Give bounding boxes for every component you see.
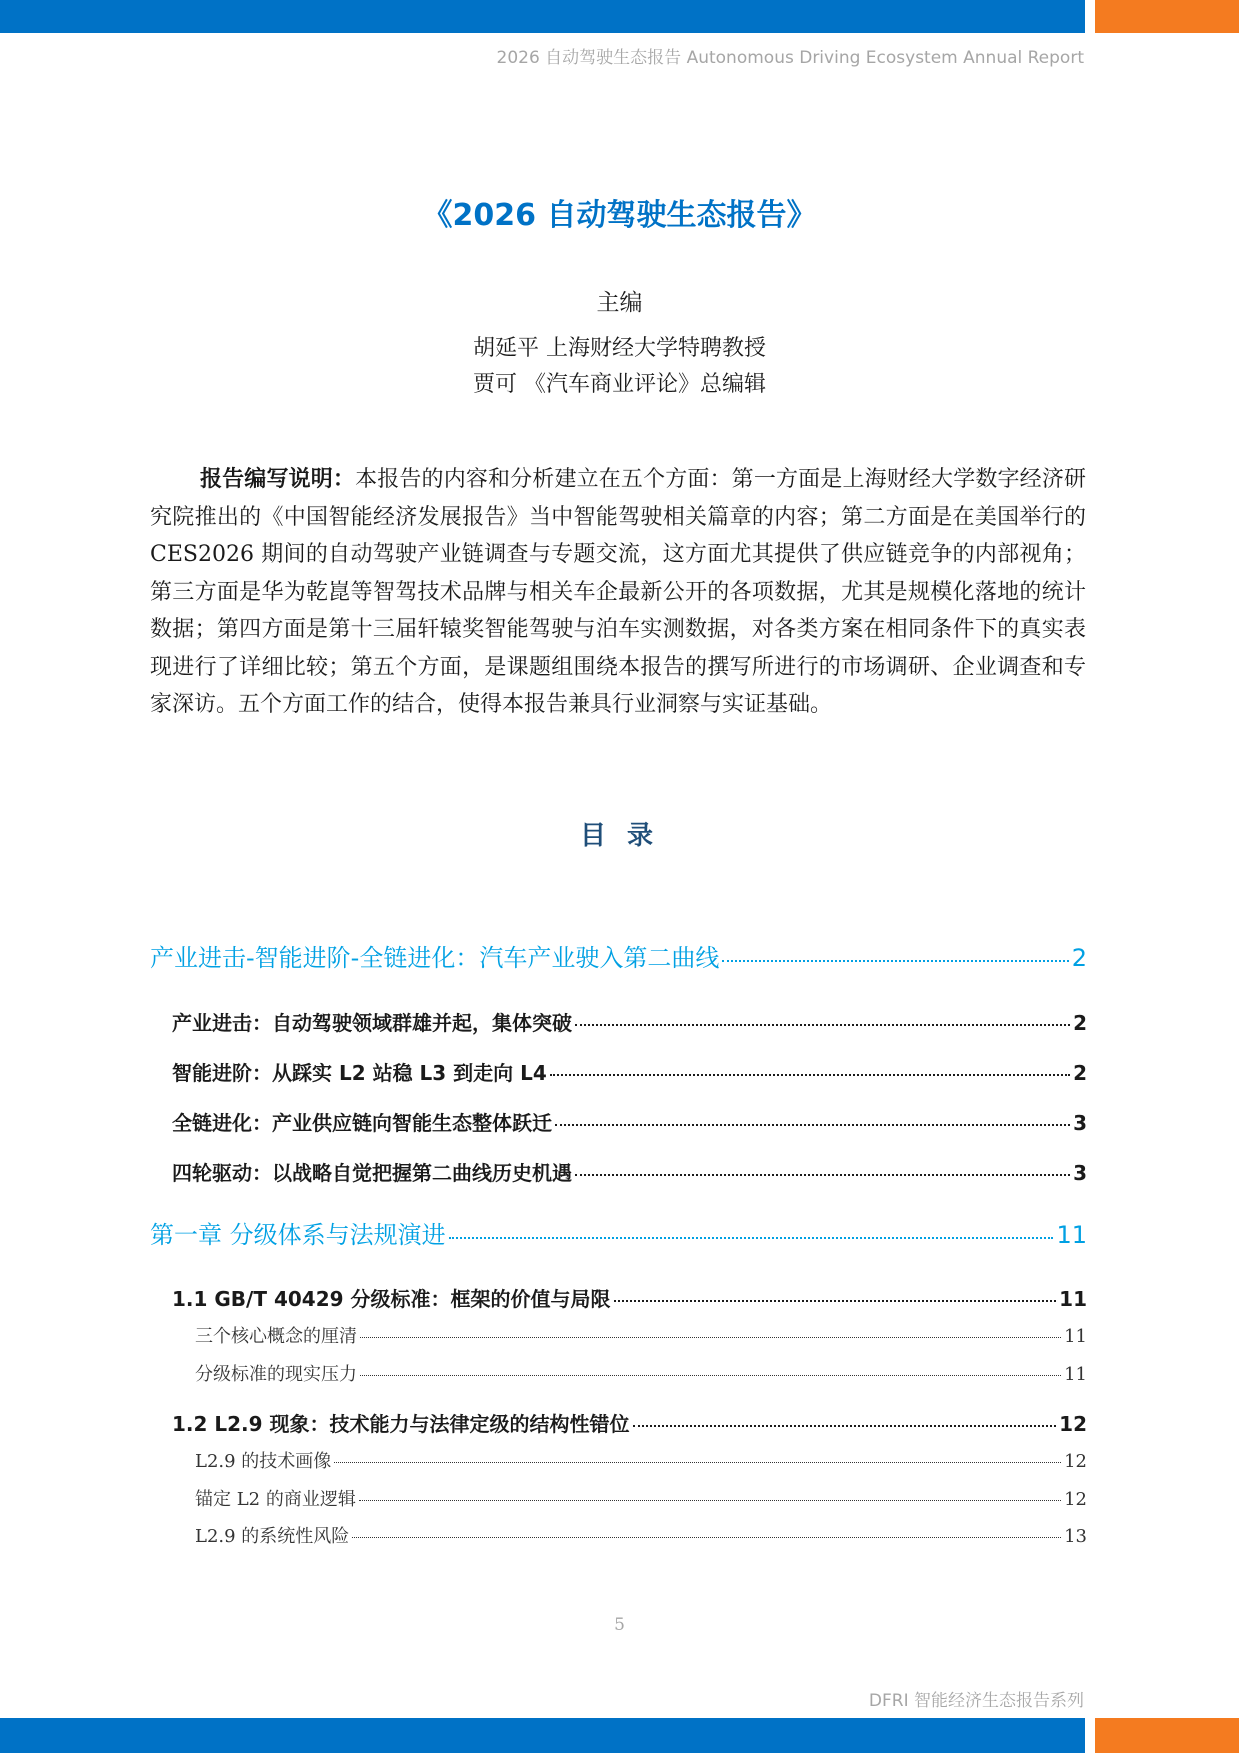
bottom-blue-bar xyxy=(0,1718,1085,1753)
toc-dot-leader xyxy=(550,1074,1070,1076)
toc-page-number: 2 xyxy=(1073,1011,1087,1035)
toc-entry-level1[interactable] xyxy=(150,1215,1087,1250)
toc-dot-leader xyxy=(359,1500,1061,1501)
toc-entry-text: L2.9 的技术画像 xyxy=(195,1451,332,1472)
toc-page-number: 11 xyxy=(1064,1364,1087,1385)
toc-entry-level3[interactable] xyxy=(195,1360,1087,1386)
editor-block xyxy=(0,284,1239,403)
toc-entry-level2[interactable] xyxy=(172,1157,1087,1186)
toc-entry-text: 四轮驱动：以战略自觉把握第二曲线历史机遇 xyxy=(172,1161,572,1185)
toc-page-number: 11 xyxy=(1064,1326,1087,1347)
top-blue-bar xyxy=(0,0,1085,33)
toc-page-number: 2 xyxy=(1071,944,1087,972)
running-header: 2026 自动驾驶生态报告 Autonomous Driving Ecosystem Annual Report xyxy=(496,48,1084,68)
toc-page-number: 11 xyxy=(1059,1287,1087,1311)
page-number: 5 xyxy=(614,1615,625,1635)
editor-line: 贾可 《汽车商业评论》总编辑 xyxy=(473,372,766,397)
intro-lead: 报告编写说明： xyxy=(200,467,356,492)
toc-entry-text: 1.1 GB/T 40429 分级标准：框架的价值与局限 xyxy=(172,1287,611,1311)
toc-dot-leader xyxy=(360,1375,1061,1376)
toc-page-number: 11 xyxy=(1056,1221,1087,1249)
toc-entry-level3[interactable] xyxy=(195,1522,1087,1548)
document-title: 《2026 自动驾驶生态报告》 xyxy=(422,198,817,233)
toc-entry-level2[interactable] xyxy=(172,1107,1087,1136)
toc-entry-text: 1.2 L2.9 现象：技术能力与法律定级的结构性错位 xyxy=(172,1412,630,1436)
toc-entry-text: 全链进化：产业供应链向智能生态整体跃迁 xyxy=(172,1111,552,1135)
toc-dot-leader xyxy=(614,1300,1057,1302)
toc-page-number: 3 xyxy=(1073,1161,1087,1185)
toc-dot-leader xyxy=(360,1337,1061,1338)
toc-dot-leader xyxy=(449,1237,1054,1239)
toc-entry-text: 分级标准的现实压力 xyxy=(195,1364,357,1385)
toc-dot-leader xyxy=(722,960,1068,962)
top-orange-bar xyxy=(1095,0,1239,33)
toc-page-number: 2 xyxy=(1073,1061,1087,1085)
editor-label: 主编 xyxy=(596,290,643,316)
toc-dot-leader xyxy=(633,1425,1057,1427)
toc-dot-leader xyxy=(575,1174,1070,1176)
toc-entry-level3[interactable] xyxy=(195,1447,1087,1473)
toc-dot-leader xyxy=(555,1124,1070,1126)
toc-entry-text: 智能进阶：从踩实 L2 站稳 L3 到走向 L4 xyxy=(172,1061,547,1085)
editor-line: 胡延平 上海财经大学特聘教授 xyxy=(473,336,766,361)
toc-entry-level2[interactable] xyxy=(172,1057,1087,1086)
toc-page-number: 13 xyxy=(1064,1526,1087,1547)
toc-entry-text: 锚定 L2 的商业逻辑 xyxy=(195,1489,356,1510)
intro-paragraph xyxy=(150,461,1086,724)
toc-entry-level2[interactable] xyxy=(172,1408,1087,1437)
toc-page-number: 12 xyxy=(1059,1412,1087,1436)
toc-entry-text: 产业进击-智能进阶-全链进化：汽车产业驶入第二曲线 xyxy=(150,944,720,972)
toc-dot-leader xyxy=(575,1024,1070,1026)
running-footer: DFRI 智能经济生态报告系列 xyxy=(868,1691,1084,1711)
toc-entry-level2[interactable] xyxy=(172,1007,1087,1036)
toc-entry-text: L2.9 的系统性风险 xyxy=(195,1526,350,1547)
toc-entry-level3[interactable] xyxy=(195,1485,1087,1511)
toc-dot-leader xyxy=(334,1462,1061,1463)
bottom-orange-bar xyxy=(1095,1718,1239,1753)
toc-entry-text: 第一章 分级体系与法规演进 xyxy=(150,1221,446,1249)
toc-heading: 目 录 xyxy=(579,821,660,851)
toc-page-number: 12 xyxy=(1064,1489,1087,1510)
toc-entry-level1[interactable] xyxy=(150,938,1087,973)
toc-entry-text: 产业进击：自动驾驶领域群雄并起，集体突破 xyxy=(172,1011,572,1035)
toc-dot-leader xyxy=(352,1537,1061,1538)
intro-body: 本报告的内容和分析建立在五个方面：第一方面是上海财经大学数字经济研究院推出的《中国智能经济发展报告》当中智能驾驶相关篇章的内容；第二方面是在美国举行的 CES2026 期间的自动驾驶产业链调查与专题交流，这方面尤其提供了供应链竞争的内部视角；第三方面是华为乾崑等智驾技术品牌与相关车企最新公开的各项数据，尤其是规模化落地的统计数据；第四方面是第十三届轩辕奖智能驾驶与泊车实测数据，对各类方案在相同条件下的真实表现进行了详细比较；第五个方面，是课题组围绕本报告的撰写所进行的市场调研、企业调查和专家深访。五个方面工作的结合，使得本报告兼具行业洞察与实证基础。 xyxy=(150,467,1086,717)
toc-entry-text: 三个核心概念的厘清 xyxy=(195,1326,357,1347)
toc-page-number: 3 xyxy=(1073,1111,1087,1135)
toc-page-number: 12 xyxy=(1064,1451,1087,1472)
toc-entry-level2[interactable] xyxy=(172,1283,1087,1312)
toc-entry-level3[interactable] xyxy=(195,1322,1087,1348)
